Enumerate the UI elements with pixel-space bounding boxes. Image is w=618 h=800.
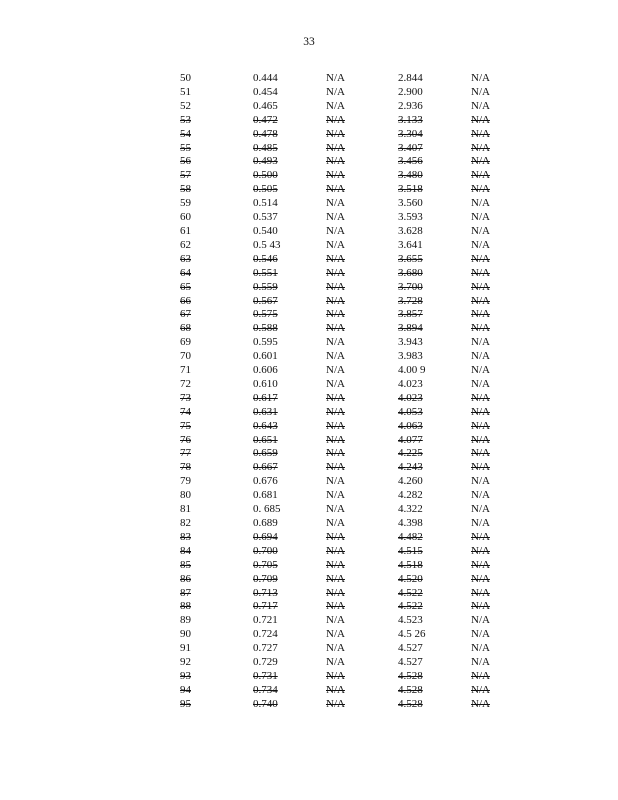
table-cell: 3.407 [398,141,423,154]
table-cell: N/A [326,280,345,293]
table-cell: N/A [471,169,490,182]
table-cell: 0.610 [253,377,278,390]
table-cell: 56 [180,155,191,168]
table-cell: 3.894 [398,322,423,335]
table-cell: 0.551 [253,266,278,279]
table-cell: 85 [180,558,191,571]
table-cell: N/A [471,252,490,265]
table-cell: 4.528 [398,669,423,682]
table-cell: 0.454 [253,85,278,98]
table-cell: 72 [180,377,191,390]
table-cell: 82 [180,517,191,529]
table-cell: N/A [326,614,345,627]
table-cell: N/A [326,99,345,112]
table-cell: 3.593 [398,211,423,224]
table-cell: 90 [180,628,191,641]
table-cell: N/A [471,503,490,516]
table-cell: 4.322 [398,503,423,516]
table-cell: 3.480 [398,169,423,182]
table-cell: 0.659 [253,447,278,460]
table-cell: 3.304 [398,127,423,140]
table-cell: 0.472 [253,113,278,126]
table-cell: 0.606 [253,364,278,377]
table-cell: 3.983 [398,350,423,363]
table-cell: 0.676 [253,475,278,488]
table-cell: 0.731 [253,669,278,682]
table-cell: 50 [180,72,191,84]
table-cell: 91 [180,642,191,655]
table-cell: 62 [180,238,191,251]
table-cell: 4.063 [398,419,423,432]
table-cell: 58 [180,183,191,196]
table-cell: N/A [471,155,490,168]
table-cell: 66 [180,294,191,307]
table-cell: 0.465 [253,99,278,112]
table-cell: N/A [326,489,345,502]
table-cell: N/A [326,391,345,404]
table-cell: N/A [471,669,490,682]
table-cell: 0.694 [253,530,278,543]
table-cell: 4.00 9 [398,364,426,377]
table-cell: N/A [326,697,345,710]
table-cell: 4.053 [398,405,423,418]
table-cell: 3.857 [398,308,423,321]
table-cell: 75 [180,419,191,432]
table-cell: N/A [471,697,490,710]
table-cell: 53 [180,113,191,126]
table-cell: 4.515 [398,544,423,557]
table-cell: 4.528 [398,683,423,696]
table-cell: N/A [471,614,490,627]
table-cell: N/A [326,419,345,432]
table-cell: N/A [326,572,345,585]
table-cell: N/A [326,183,345,196]
page-number: 33 [303,36,315,48]
table-cell: 4.260 [398,475,423,488]
table-cell: N/A [326,461,345,474]
table-cell: 3.560 [398,197,423,210]
table-cell: 4.023 [398,391,423,404]
table-cell: N/A [326,127,345,140]
table-cell: N/A [326,503,345,516]
table-cell: 59 [180,197,191,210]
table-cell: N/A [471,211,490,224]
table-cell: 0.500 [253,169,278,182]
table-cell: N/A [326,683,345,696]
table-cell: 61 [180,224,191,237]
table-cell: N/A [471,489,490,502]
table-cell: 78 [180,461,191,474]
table-cell: 2.844 [398,72,423,84]
table-cell: 0.721 [253,614,278,627]
table-cell: 0.493 [253,155,278,168]
table-cell: 0.734 [253,683,278,696]
table-cell: N/A [471,572,490,585]
table-cell: 0.740 [253,697,278,710]
table-cell: N/A [471,447,490,460]
table-cell: 77 [180,447,191,460]
table-cell: 4.023 [398,377,423,390]
table-cell: 3.641 [398,238,423,251]
table-cell: 4.225 [398,447,423,460]
table-cell: 67 [180,308,191,321]
table-cell: N/A [471,308,490,321]
table-cell: N/A [471,322,490,335]
table-cell: 3.728 [398,294,423,307]
table-cell: N/A [471,530,490,543]
table-cell: N/A [471,350,490,363]
table-cell: N/A [471,377,490,390]
table-cell: N/A [326,544,345,557]
table-cell: N/A [471,280,490,293]
table-cell: N/A [471,141,490,154]
table-cell: N/A [326,517,345,529]
table-cell: N/A [326,558,345,571]
table-cell: 0.575 [253,308,278,321]
table-cell: N/A [471,391,490,404]
table-cell: N/A [326,294,345,307]
table-cell: 69 [180,336,191,349]
table-cell: N/A [471,517,490,529]
table-cell: N/A [326,141,345,154]
table-cell: 89 [180,614,191,627]
table-cell: 93 [180,669,191,682]
table-cell: N/A [326,336,345,349]
table-cell: 68 [180,322,191,335]
table-cell: N/A [326,238,345,251]
table-cell: N/A [326,600,345,613]
table-cell: N/A [326,656,345,669]
table-cell: 71 [180,364,191,377]
table-cell: 3.133 [398,113,423,126]
table-cell: 4.282 [398,489,423,502]
table-cell: N/A [326,308,345,321]
table-cell: N/A [326,169,345,182]
table-cell: N/A [326,377,345,390]
table-cell: 4.520 [398,572,423,585]
table-cell: N/A [471,433,490,446]
table-cell: 0.485 [253,141,278,154]
table-cell: 0.5 43 [253,238,281,251]
table-cell: 0.727 [253,642,278,655]
table-cell: 0.514 [253,197,278,210]
table-cell: N/A [471,224,490,237]
table-cell: 4.523 [398,614,423,627]
table-cell: 3.700 [398,280,423,293]
table-cell: 0.617 [253,391,278,404]
table-cell: 4.243 [398,461,423,474]
table-cell: N/A [326,586,345,599]
table-cell: 0.717 [253,600,278,613]
table-cell: 84 [180,544,191,557]
table-cell: N/A [471,405,490,418]
table-cell: 83 [180,530,191,543]
table-cell: 0.601 [253,350,278,363]
table-cell: 0.537 [253,211,278,224]
table-cell: 3.680 [398,266,423,279]
table-cell: 73 [180,391,191,404]
table-cell: 0.595 [253,336,278,349]
table-cell: 0.729 [253,656,278,669]
table-cell: 0.705 [253,558,278,571]
table-cell: N/A [326,669,345,682]
table-cell: 3.456 [398,155,423,168]
table-cell: 0.546 [253,252,278,265]
table-cell: N/A [471,544,490,557]
table-cell: N/A [326,433,345,446]
table-cell: 0.651 [253,433,278,446]
table-cell: N/A [471,238,490,251]
table-cell: N/A [471,364,490,377]
table-cell: 0.681 [253,489,278,502]
table-cell: N/A [326,350,345,363]
table-cell: N/A [326,72,345,84]
table-cell: 80 [180,489,191,502]
table-cell: 65 [180,280,191,293]
table-cell: N/A [471,72,490,84]
table-cell: 2.936 [398,99,423,112]
table-cell: N/A [326,85,345,98]
table-cell: 0.631 [253,405,278,418]
table-cell: N/A [326,224,345,237]
table-cell: N/A [471,336,490,349]
table-cell: 4.5 26 [398,628,426,641]
table-cell: 0.505 [253,183,278,196]
table-cell: 0.540 [253,224,278,237]
table-cell: N/A [326,266,345,279]
table-cell: N/A [471,586,490,599]
table-cell: N/A [471,113,490,126]
table-cell: N/A [326,642,345,655]
table-cell: N/A [326,252,345,265]
table-cell: N/A [471,85,490,98]
table-cell: 55 [180,141,191,154]
table-cell: N/A [471,99,490,112]
table-cell: N/A [471,419,490,432]
table-cell: 74 [180,405,191,418]
table-cell: 70 [180,350,191,363]
table-cell: N/A [326,155,345,168]
table-cell: N/A [471,294,490,307]
table-cell: 76 [180,433,191,446]
table-cell: 0.559 [253,280,278,293]
table-cell: 4.528 [398,697,423,710]
table-cell: 0.667 [253,461,278,474]
table-cell: 3.628 [398,224,423,237]
table-cell: 63 [180,252,191,265]
table-cell: N/A [471,461,490,474]
table-cell: 4.522 [398,600,423,613]
table-cell: 54 [180,127,191,140]
table-cell: N/A [471,266,490,279]
table-cell: N/A [471,475,490,488]
table-cell: 79 [180,475,191,488]
table-cell: N/A [471,628,490,641]
table-cell: N/A [471,600,490,613]
table-cell: N/A [326,530,345,543]
table-cell: 57 [180,169,191,182]
table-cell: N/A [326,405,345,418]
table-cell: 0.478 [253,127,278,140]
table-cell: N/A [326,475,345,488]
table-cell: 60 [180,211,191,224]
table-cell: 0.444 [253,72,278,84]
table-cell: N/A [471,642,490,655]
table-cell: 0. 685 [253,503,281,516]
table-cell: 4.522 [398,586,423,599]
table-cell: 81 [180,503,191,516]
table-cell: N/A [326,211,345,224]
table-cell: 3.943 [398,336,423,349]
table-cell: 0.724 [253,628,278,641]
table-cell: 4.482 [398,530,423,543]
table-cell: 4.518 [398,558,423,571]
table-cell: N/A [326,364,345,377]
table-cell: N/A [471,683,490,696]
table-cell: N/A [326,628,345,641]
table-cell: 92 [180,656,191,669]
table-cell: 4.398 [398,517,423,529]
table-cell: N/A [326,322,345,335]
table-cell: N/A [471,656,490,669]
table-cell: N/A [326,113,345,126]
table-cell: 4.527 [398,656,423,669]
table-cell: 0.588 [253,322,278,335]
table-cell: 88 [180,600,191,613]
table-cell: 86 [180,572,191,585]
table-cell: 87 [180,586,191,599]
table-cell: 4.527 [398,642,423,655]
table-cell: 0.689 [253,517,278,529]
table-cell: N/A [326,447,345,460]
table-cell: 0.567 [253,294,278,307]
table-cell: N/A [471,197,490,210]
table-cell: 0.643 [253,419,278,432]
table-cell: N/A [326,197,345,210]
table-cell: 95 [180,697,191,710]
table-cell: 3.655 [398,252,423,265]
table-cell: 52 [180,99,191,112]
table-cell: N/A [471,183,490,196]
table-cell: N/A [471,127,490,140]
table-cell: 2.900 [398,85,423,98]
table-cell: 94 [180,683,191,696]
table-cell: 3.518 [398,183,423,196]
table-cell: 64 [180,266,191,279]
table-cell: 4.077 [398,433,423,446]
table-cell: 0.713 [253,586,278,599]
table-cell: 0.700 [253,544,278,557]
table-cell: 51 [180,85,191,98]
table-cell: N/A [471,558,490,571]
table-cell: 0.709 [253,572,278,585]
